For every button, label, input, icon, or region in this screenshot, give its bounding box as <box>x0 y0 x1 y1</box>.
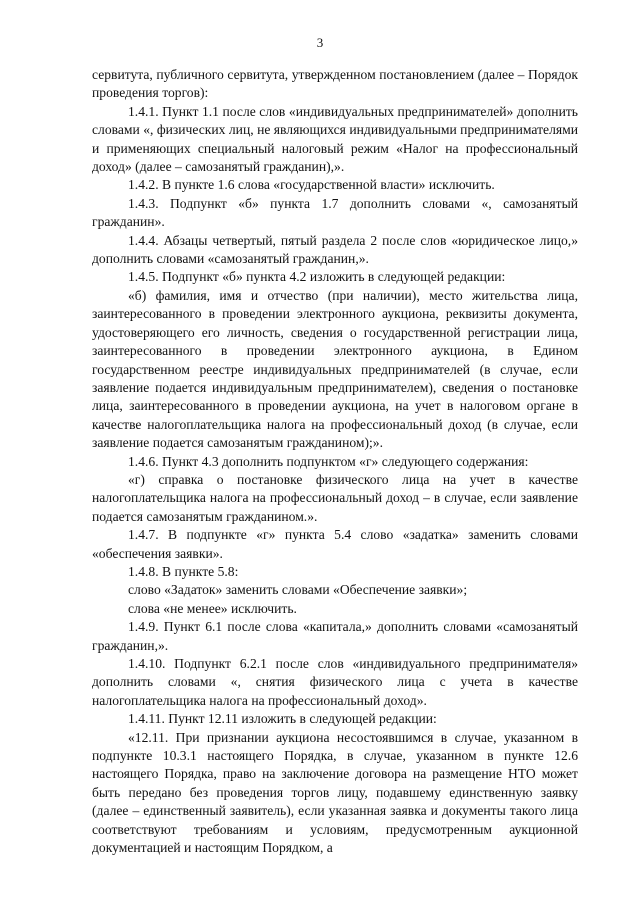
paragraph-1-4-5-text: «б) фамилия, имя и отчество (при наличии), место жительства лица, заинтересованного в проведении электронного аукциона, реквизиты документа, удостоверяющего его личность, сведения о государственной регистрации лица, заинтересованного в проведении электронного аукциона, в Едином государственном реестре индивидуальных предпринимателей (в случае, если заявление подается индивидуальным предпринимателем), сведения о постановке лица, заинтересованного в проведении аукциона, на учет в налоговом органе в качестве налогоплательщика налога на профессиональный доход (в случае, если заявление подается самозанятым гражданином);». <box>92 287 578 451</box>
paragraph-1-4-8: 1.4.8. В пункте 5.8: <box>128 563 239 579</box>
paragraph-1-4-8-item-2: слова «не менее» исключить. <box>128 600 297 616</box>
paragraph-1-4-4: 1.4.4. Абзацы четвертый, пятый раздела 2 после слов «юридическое лицо,» дополнить словами «самозанятый гражданин,». <box>92 232 578 267</box>
paragraph-1-4-8-item-1: слово «Задаток» заменить словами «Обеспечение заявки»; <box>128 582 468 598</box>
page-number: 3 <box>316 35 324 50</box>
paragraph-1-4-6-text: «г) справка о постановке физического лица на учет в качестве налогоплательщика налога на профессиональный доход – в случае, если заявление подается самозанятым гражданином.». <box>92 471 578 524</box>
paragraph-1-4-2: 1.4.2. В пункте 1.6 слова «государственной власти» исключить. <box>128 177 495 193</box>
paragraph-1-4-10: 1.4.10. Подпункт 6.2.1 после слов «индивидуального предпринимателя» дополнить словами «, снятия физического лица с учета в качестве налогоплательщика налога на профессиональный доход». <box>92 656 578 708</box>
document-body <box>92 66 578 857</box>
paragraph-1-4-7: 1.4.7. В подпункте «г» пункта 5.4 слово «задатка» заменить словами «обеспечения заявки». <box>92 527 578 561</box>
paragraph-1-4-3: 1.4.3. Подпункт «б» пункта 1.7 дополнить словами «, самозанятый гражданин». <box>92 195 578 230</box>
paragraph-1-4-9: 1.4.9. Пункт 6.1 после слова «капитала,» дополнить словами «самозанятый гражданин,». <box>92 619 578 653</box>
paragraph-1-4-5: 1.4.5. Подпункт «б» пункта 4.2 изложить в следующей редакции: <box>128 269 506 285</box>
paragraph-1-4-11: 1.4.11. Пункт 12.11 изложить в следующей редакции: <box>128 711 437 727</box>
paragraph-1-4-6: 1.4.6. Пункт 4.3 дополнить подпунктом «г» следующего содержания: <box>128 453 529 469</box>
paragraph-1-4-1: 1.4.1. Пункт 1.1 после слов «индивидуальных предпринимателей» дополнить словами «, физических лиц, не являющихся индивидуальными предпринимателями и применяющих специальный налоговый режим «Налог на профессиональный доход» (далее – самозанятый гражданин),». <box>92 103 578 175</box>
paragraph-1-4-11-text: «12.11. При признании аукциона несостоявшимся в случае, указанном в подпункте 10.3.1 настоящего Порядка, в случае, указанном в пункте 12.6 настоящего Порядка, право на заключение договора на размещение НТО может быть передано без проведения торгов лицу, подавшему единственную заявку (далее – единственный заявитель), если указанная заявка и документы такого лица соответствуют требованиям и условиям, предусмотренным аукционной документацией и настоящим Порядком, а <box>92 729 578 856</box>
paragraph-intro-continuation: сервитута, публичного сервитута, утвержденном постановлением (далее – Порядок проведения торгов): <box>92 67 578 101</box>
